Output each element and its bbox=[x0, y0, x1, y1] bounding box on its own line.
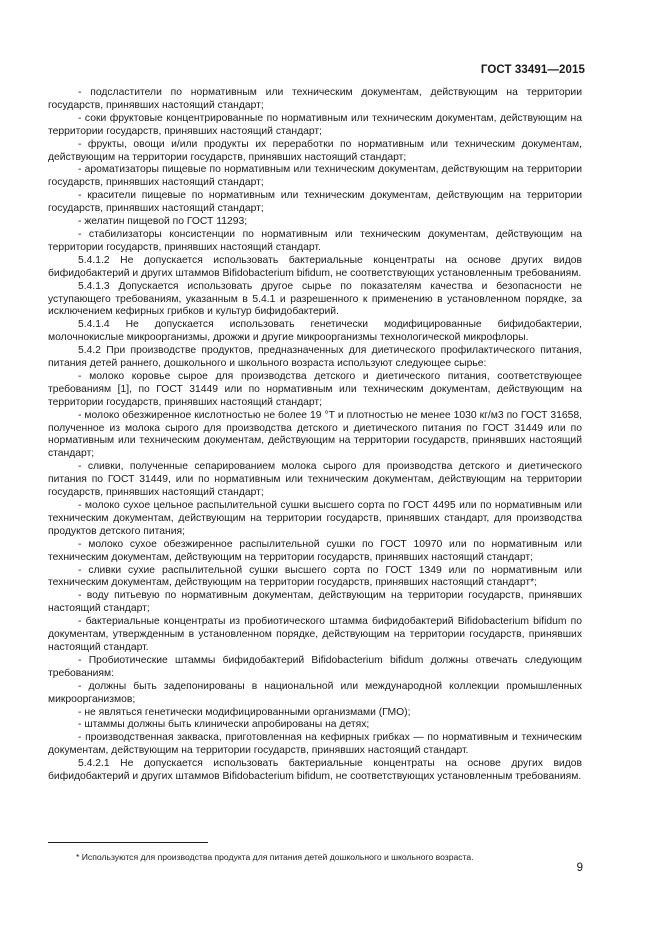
paragraph: 5.4.2.1 Не допускается использовать бактериальные концентраты на основе других видов бифидобактерий и других штаммов Bifidobacterium bifidum, не соответствующих установленным требованиям. bbox=[48, 758, 582, 783]
paragraph: - желатин пищевой по ГОСТ 11293; bbox=[78, 216, 248, 228]
paragraph: - молоко сухое обезжиренное распылительной сушки по ГОСТ 10970 или по нормативным или техническим документам, действующим на территории государств, принявших настоящий стандарт; bbox=[48, 538, 582, 563]
paragraph: - бактериальные концентраты из пробиотического штамма бифидобактерий Bifidobacterium bifidum по документам, утвержденным в установленном порядке, действующим на территории государств, принявших настоящий стандарт. bbox=[48, 616, 582, 653]
paragraph: - соки фруктовые концентрированные по нормативным или техническим документам, действующим на территории государств, принявших настоящий стандарт; bbox=[48, 112, 582, 137]
paragraph: - воду питьевую по нормативным документам, действующим на территории государств, принявших настоящий стандарт; bbox=[48, 590, 582, 615]
document-header: ГОСТ 33491—2015 bbox=[480, 64, 585, 76]
paragraph: - фрукты, овощи и/или продукты их переработки по нормативным или техническим документам, действующим на территории государств, принявших настоящий стандарт; bbox=[48, 138, 582, 163]
paragraph: - молоко обезжиренное кислотностью не более 19 °Т и плотностью не менее 1030 кг/м3 по ГОСТ 31658, полученное из молока сырого для производства детского и диетического питания по ГОСТ 31449 или по нормативным или техническим документам, действующим на территории государств, принявших настоящий стандарт; bbox=[48, 409, 582, 460]
page-number: 9 bbox=[576, 862, 583, 874]
paragraph: - сливки сухие распылительной сушки высшего сорта по ГОСТ 1349 или по нормативным или техническим документам, действующим на территории государств, принявших настоящий стандарт*; bbox=[48, 564, 582, 589]
paragraph: - штаммы должны быть клинически апробированы на детях; bbox=[78, 719, 370, 731]
footnote-divider bbox=[48, 842, 208, 843]
document-body bbox=[48, 87, 582, 784]
paragraph: 5.4.1.3 Допускается использовать другое сырье по показателям качества и безопасности не уступающего требованиям, указанным в 5.4.1 и разрешенного к применению в установленном порядке, за исключением кефирных грибков и культур бифидобактерий. bbox=[48, 280, 582, 318]
paragraph: - стабилизаторы консистенции по нормативным или техническим документам, действующим на территории государств, принявших настоящий стандарт. bbox=[48, 228, 582, 253]
paragraph: - не являться генетически модифицированными организмами (ГМО); bbox=[78, 706, 411, 718]
paragraph: - должны быть задепонированы в национальной или международной коллекции промышленных микроорганизмов; bbox=[48, 680, 582, 705]
paragraph: 5.4.1.4 Не допускается использовать генетически модифицированные бифидобактерии, молочнокислые микроорганизмы, дрожжи и другие микроорганизмы технологической микрофлоры. bbox=[48, 319, 582, 344]
paragraph: - красители пищевые по нормативным или техническим документам, действующим на территории государств, принявших настоящий стандарт; bbox=[48, 190, 582, 215]
paragraph: - молоко сухое цельное распылительной сушки высшего сорта по ГОСТ 4495 или по нормативным или техническим документам, действующим на территории государств, принявших стандарт, для производства продуктов детского питания; bbox=[48, 500, 582, 537]
paragraph: - молоко коровье сырое для производства детского и диетического питания, соответствующее требованиям [1], по ГОСТ 31449 или по нормативным или техническим документам, действующим на территории государств, принявших настоящий стандарт; bbox=[48, 370, 582, 408]
paragraph: - производственная закваска, приготовленная на кефирных грибках — по нормативным и техническим документам, действующим на территории государств, принявших настоящий стандарт. bbox=[48, 732, 582, 757]
paragraph: - сливки, полученные сепарированием молока сырого для производства детского и диетического питания по ГОСТ 31449, или по нормативным или техническим документам, действующим на территории государств, принявших настоящий стандарт; bbox=[48, 461, 582, 499]
paragraph: 5.4.1.2 Не допускается использовать бактериальные концентраты на основе других видов бифидобактерий и других штаммов Bifidobacterium bifidum, не соответствующих установленным требованиям. bbox=[48, 254, 582, 279]
paragraph: - Пробиотические штаммы бифидобактерий Bifidobacterium bifidum должны отвечать следующим требованиям: bbox=[48, 654, 582, 679]
paragraph: 5.4.2 При производстве продуктов, предназначенных для диетического профилактического питания, питания детей раннего, дошкольного и школьного возраста используют следующее сырье: bbox=[48, 345, 582, 370]
footnote: * Используются для производства продукта для питания детей дошкольного и школьного возраста. bbox=[76, 852, 474, 862]
paragraph: - ароматизаторы пищевые по нормативным или техническим документам, действующим на территории государств, принявших настоящий стандарт; bbox=[48, 164, 582, 189]
paragraph: - подсластители по нормативным или техническим документам, действующим на территории государств, принявших настоящий стандарт; bbox=[48, 87, 582, 111]
